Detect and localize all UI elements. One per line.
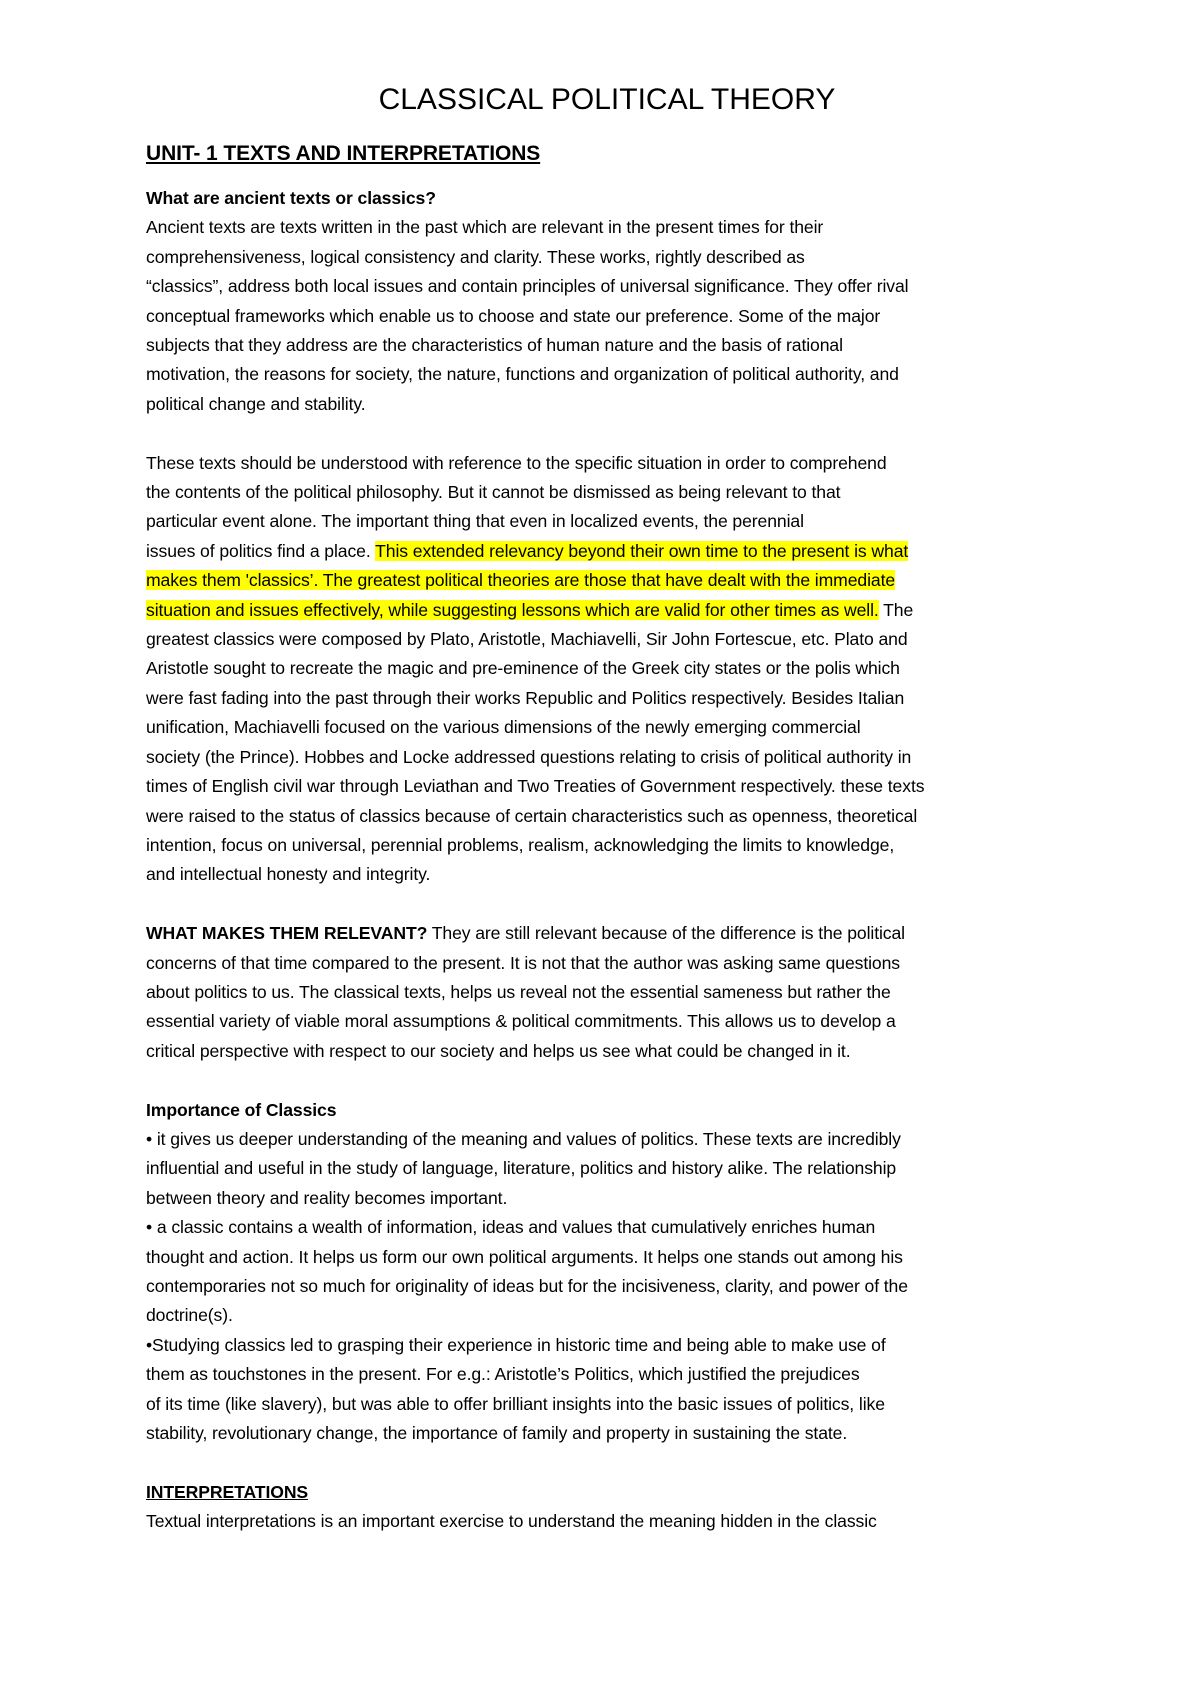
- paragraph-line: [146, 537, 1068, 566]
- paragraph-line: [146, 566, 1068, 595]
- paragraph-line: thought and action. It helps us form our own political arguments. It helps one stands out among his: [146, 1246, 903, 1267]
- paragraph-line: [146, 596, 1068, 625]
- paragraph-line: intention, focus on universal, perennial problems, realism, acknowledging the limits to knowledge,: [146, 834, 895, 855]
- paragraph-line: times of English civil war through Leviathan and Two Treaties of Government respectively. these texts: [146, 776, 925, 797]
- paragraph-line: unification, Machiavelli focused on the various dimensions of the newly emerging commercial: [146, 717, 861, 738]
- paragraph-line: “classics”, address both local issues and contain principles of universal significance. They offer rival: [146, 276, 909, 297]
- paragraph-line: particular event alone. The important thing that even in localized events, the perennial: [146, 511, 804, 532]
- paragraph-text: They are still relevant because of the difference is the political: [427, 923, 905, 944]
- paragraph-line: were raised to the status of classics because of certain characteristics such as openness, theoretical: [146, 805, 918, 826]
- paragraph-line: essential variety of viable moral assumptions & political commitments. This allows us to develop a: [146, 1011, 896, 1032]
- section-importance: [146, 1096, 1068, 1449]
- bullet-line: • a classic contains a wealth of information, ideas and values that cumulatively enriches human: [146, 1217, 876, 1238]
- paragraph-line: conceptual frameworks which enable us to choose and state our preference. Some of the major: [146, 305, 881, 326]
- paragraph-line: motivation, the reasons for society, the nature, functions and organization of political authority, and: [146, 364, 899, 385]
- paragraph-line: society (the Prince). Hobbes and Locke addressed questions relating to crisis of political authority in: [146, 746, 912, 767]
- highlighted-text: This extended relevancy beyond their own time to the present is what: [375, 540, 909, 561]
- highlighted-text: situation and issues effectively, while suggesting lessons which are valid for other times as well.: [146, 599, 879, 620]
- paragraph-line: comprehensiveness, logical consistency and clarity. These works, rightly described as: [146, 246, 805, 267]
- highlighted-text: makes them 'classics’. The greatest political theories are those that have dealt with the immediate: [146, 570, 896, 591]
- section-understanding-texts: [146, 449, 1068, 890]
- paragraph-line: stability, revolutionary change, the importance of family and property in sustaining the state.: [146, 1423, 848, 1444]
- paragraph-line: and intellectual honesty and integrity.: [146, 864, 431, 885]
- paragraph-line: about politics to us. The classical texts, helps us reveal not the essential sameness but rather the: [146, 981, 891, 1002]
- paragraph-line: Textual interpretations is an important exercise to understand the meaning hidden in the classic: [146, 1511, 877, 1532]
- document-page: [146, 72, 1068, 1566]
- bullet-line: •Studying classics led to grasping their experience in historic time and being able to make use of: [146, 1334, 886, 1355]
- paragraph-line: [146, 919, 1068, 948]
- paragraph-line: between theory and reality becomes important.: [146, 1187, 508, 1208]
- paragraph-line: influential and useful in the study of language, literature, politics and history alike. The relationship: [146, 1158, 897, 1179]
- paragraph-line: were fast fading into the past through their works Republic and Politics respectively. Besides Italian: [146, 687, 905, 708]
- paragraph-line: concerns of that time compared to the present. It is not that the author was asking same questions: [146, 952, 900, 973]
- paragraph-line: them as touchstones in the present. For e.g.: Aristotle’s Politics, which justified the prejudices: [146, 1364, 860, 1385]
- unit-heading: UNIT- 1 TEXTS AND INTERPRETATIONS: [146, 142, 541, 165]
- paragraph-line: the contents of the political philosophy. But it cannot be dismissed as being relevant to that: [146, 482, 841, 503]
- section-heading-relevance: WHAT MAKES THEM RELEVANT?: [146, 923, 428, 944]
- section-ancient-texts: [146, 184, 1068, 419]
- document-title: CLASSICAL POLITICAL THEORY: [378, 83, 836, 116]
- section-heading-interpretations: INTERPRETATIONS: [146, 1481, 309, 1502]
- paragraph-text: issues of politics find a place.: [146, 540, 376, 561]
- paragraph-line: subjects that they address are the characteristics of human nature and the basis of rational: [146, 335, 843, 356]
- paragraph-line: These texts should be understood with reference to the specific situation in order to comprehend: [146, 452, 887, 473]
- paragraph-line: Ancient texts are texts written in the past which are relevant in the present times for their: [146, 217, 824, 238]
- paragraph-line: contemporaries not so much for originality of ideas but for the incisiveness, clarity, and power of the: [146, 1275, 908, 1296]
- paragraph-line: of its time (like slavery), but was able to offer brilliant insights into the basic issues of politics, like: [146, 1393, 885, 1414]
- bullet-line: • it gives us deeper understanding of the meaning and values of politics. These texts are incredibly: [146, 1128, 901, 1149]
- section-interpretations: [146, 1478, 1068, 1537]
- section-relevance: [146, 919, 1068, 1066]
- paragraph-text: The: [878, 599, 914, 620]
- paragraph-line: political change and stability.: [146, 393, 366, 414]
- section-heading-importance: Importance of Classics: [146, 1099, 337, 1120]
- paragraph-line: critical perspective with respect to our society and helps us see what could be changed in it.: [146, 1040, 851, 1061]
- paragraph-line: Aristotle sought to recreate the magic and pre-eminence of the Greek city states or the polis which: [146, 658, 900, 679]
- section-heading-ancient-texts: What are ancient texts or classics?: [146, 188, 436, 208]
- paragraph-line: greatest classics were composed by Plato, Aristotle, Machiavelli, Sir John Fortescue, etc. Plato and: [146, 629, 908, 650]
- paragraph-line: doctrine(s).: [146, 1305, 233, 1326]
